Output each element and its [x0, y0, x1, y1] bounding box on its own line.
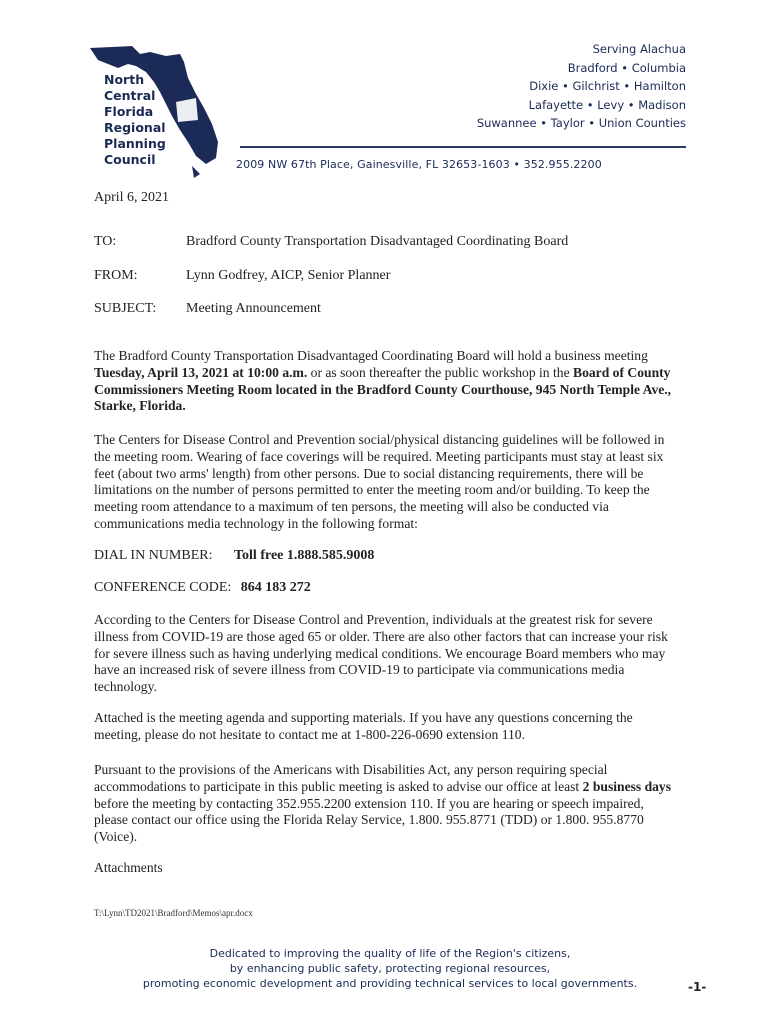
- meeting-text-2: or as soon thereafter the public workshop in the: [307, 364, 574, 380]
- ada-days: 2 business days: [582, 778, 672, 794]
- meeting-paragraph: [94, 348, 674, 415]
- serving-line: Suwannee • Taylor • Union Counties: [476, 116, 686, 131]
- memo-date: April 6, 2021: [94, 190, 170, 205]
- conference-code-label: CONFERENCE CODE:: [94, 580, 232, 595]
- meeting-text-1: The Bradford County Transportation Disadvantaged Coordinating Board will hold a business meeting: [94, 348, 648, 363]
- to-label: TO:: [94, 234, 117, 249]
- org-name-line-1: North: [104, 72, 145, 87]
- header-divider: [240, 146, 686, 148]
- meeting-datetime: Tuesday, April 13, 2021 at 10:00 a.m.: [94, 364, 308, 380]
- serving-line: Serving Alachua: [592, 42, 686, 56]
- footer-line-3: promoting economic development and providing technical services to local governments.: [142, 977, 638, 990]
- footer-line-1: Dedicated to improving the quality of life of the Region's citizens,: [209, 947, 571, 960]
- org-name-line-3: Florida: [104, 104, 154, 119]
- dial-in-row: [94, 548, 374, 564]
- to-value: Bradford County Transportation Disadvantaged Coordinating Board: [186, 234, 569, 249]
- cdc-guidelines-paragraph: The Centers for Disease Control and Prevention social/physical distancing guidelines will be followed in the meeting room. Wearing of face coverings will be required. Meeting participants must stay at least six feet (about two arms' length) from other persons. Due to social distancing requirements, there will be limitations on the number of persons permitted to enter the meeting room and/or building. To keep the meeting room attendance to a maximum of ten persons, the meeting will also be conducted via communications media technology in the following format:: [94, 432, 665, 531]
- org-name-line-5: Planning: [104, 136, 166, 151]
- ada-paragraph: [94, 762, 674, 846]
- serving-line: Dixie • Gilchrist • Hamilton: [529, 79, 686, 94]
- org-name-line-6: Council: [104, 152, 156, 167]
- serving-line: Lafayette • Levy • Madison: [528, 97, 686, 112]
- footer-line-2: by enhancing public safety, protecting regional resources,: [229, 962, 551, 975]
- dial-in-number: Toll free 1.888.585.9008: [233, 548, 375, 563]
- ada-text-2: before the meeting by contacting 352.955.2200 extension 110. If you are hearing or speech impaired, please contact our office using the Florida Relay Service, 1.800. 955.8771 (TDD) or 1.800. 955.8770 (Voice).: [94, 795, 644, 845]
- org-name-line-4: Regional: [104, 120, 166, 135]
- subject-label: SUBJECT:: [94, 301, 157, 316]
- contact-paragraph: Attached is the meeting agenda and supporting materials. If you have any questions concerning the meeting, please do not hesitate to contact me at 1-800-226-0690 extension 110.: [94, 710, 633, 742]
- page-number: -1-: [688, 980, 707, 994]
- dial-in-label: DIAL IN NUMBER:: [94, 548, 213, 563]
- office-address: 2009 NW 67th Place, Gainesville, FL 32653-1603 • 352.955.2200: [236, 158, 602, 171]
- serving-line: Bradford • Columbia: [567, 60, 686, 75]
- conference-code-value: 864 183 272: [240, 580, 311, 595]
- meeting-location: Board of County Commissioners Meeting Room located in the Bradford County Courthouse, 945 North Temple Ave., Starke, Florida.: [94, 364, 672, 414]
- conference-code-row: [94, 580, 311, 596]
- org-name-line-2: Central: [104, 88, 156, 103]
- ada-text-1: Pursuant to the provisions of the Americans with Disabilities Act, any person requiring special accommodations to participate in this public meeting is asked to advise our office at least: [94, 762, 608, 794]
- from-label: FROM:: [94, 268, 138, 283]
- footer-mission: [100, 946, 680, 991]
- file-path: T:\Lynn\TD2021\Bradford\Memos\apr.docx: [94, 908, 253, 918]
- subject-value: Meeting Announcement: [186, 301, 321, 316]
- from-value: Lynn Godfrey, AICP, Senior Planner: [186, 268, 391, 283]
- serving-counties: [477, 40, 686, 133]
- attachments-label: Attachments: [94, 860, 163, 875]
- covid-risk-paragraph: According to the Centers for Disease Control and Prevention, individuals at the greatest risk for severe illness from COVID-19 are those aged 65 or older. There are also other factors that can increase your risk for severe illness such as having underlying medical conditions. We encourage Board members who may have an increased risk of severe illness from COVID-19 to participate via communications media technology.: [94, 612, 668, 695]
